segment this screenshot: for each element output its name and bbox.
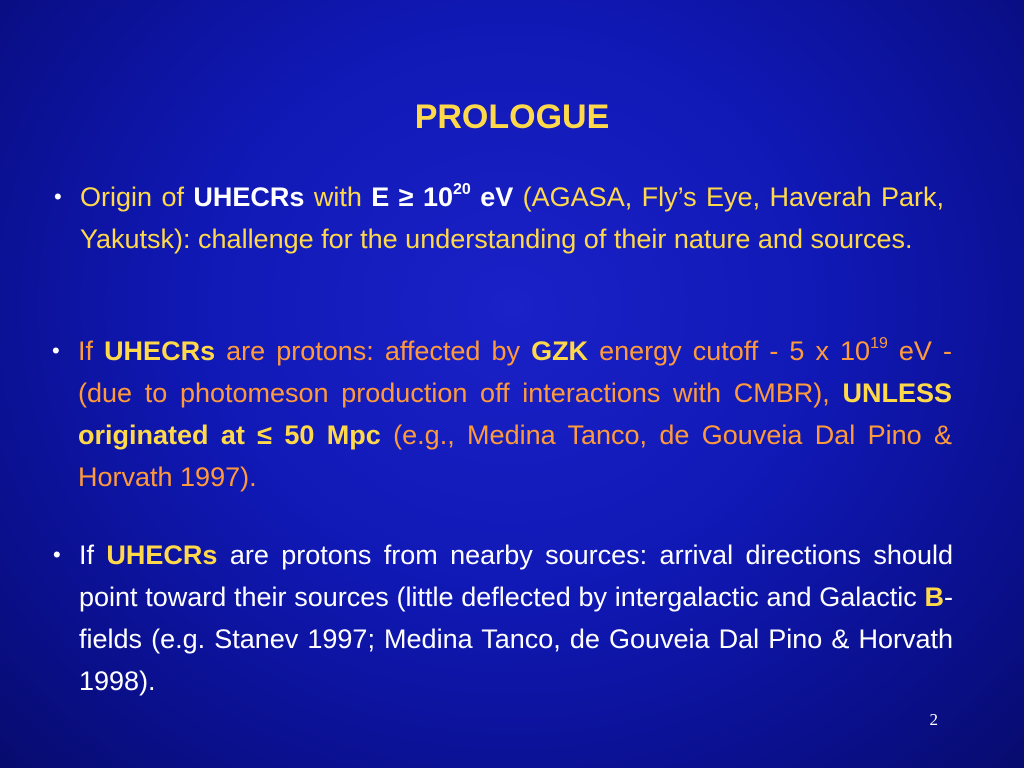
bullet-nearby-sources	[53, 534, 953, 702]
bullet2-keyword-uhecrs: UHECRs	[104, 336, 216, 366]
bullet1-keyword-energy	[371, 182, 513, 212]
bullet-icon: •	[53, 542, 61, 567]
bullet2-text-3: energy cutoff - 5 x 10	[588, 336, 871, 366]
bullet1-keyword-uhecrs: UHECRs	[193, 182, 305, 212]
bullet2-text-1: If	[78, 336, 105, 366]
bullet2-keyword-unless: UNLESS originated at ≤ 50 Mpc	[78, 378, 952, 450]
bullet3-keyword-uhecrs: UHECRs	[106, 540, 218, 570]
bullet3-text-3: -fields (e.g. Stanev 1997; Medina Tanco, de Gouveia Dal Pino & Horvath 1998).	[79, 582, 953, 696]
bullet-icon: •	[52, 338, 60, 363]
bullet-origin	[54, 176, 944, 260]
page-number: 2	[929, 710, 938, 729]
bullet1-text-3: (AGASA, Fly’s Eye, Haverah Park, Yakutsk): challenge for the understanding of their nature and sources.	[80, 182, 944, 254]
bullet3-keyword-b: B	[924, 582, 944, 612]
bullet3-text-1: If	[79, 540, 107, 570]
bullet1-text-1: Origin of	[80, 182, 194, 212]
bullet2-text-2: are protons: affected by	[215, 336, 532, 366]
slide-title: PROLOGUE	[414, 98, 610, 136]
bullet3-text-2: are protons from nearby sources: arrival directions should point toward their sources (little deflected by intergalactic and Galactic	[79, 540, 953, 612]
bullet2-keyword-gzk: GZK	[531, 336, 589, 366]
bullet1-energy-unit: eV	[470, 182, 514, 212]
bullet1-energy-base: E ≥ 10	[371, 182, 453, 212]
bullet2-exponent: 19	[870, 335, 888, 352]
bullet2-text-5: (e.g., Medina Tanco, de Gouveia Dal Pino & Horvath 1997).	[78, 420, 952, 492]
bullet1-energy-exponent: 20	[453, 181, 471, 198]
bullet-gzk	[52, 330, 952, 498]
bullet-icon: •	[54, 184, 62, 209]
bullet1-text-2: with	[304, 182, 372, 212]
bullet2-text-4: eV - (due to photomeson production off interactions with CMBR),	[78, 336, 952, 408]
